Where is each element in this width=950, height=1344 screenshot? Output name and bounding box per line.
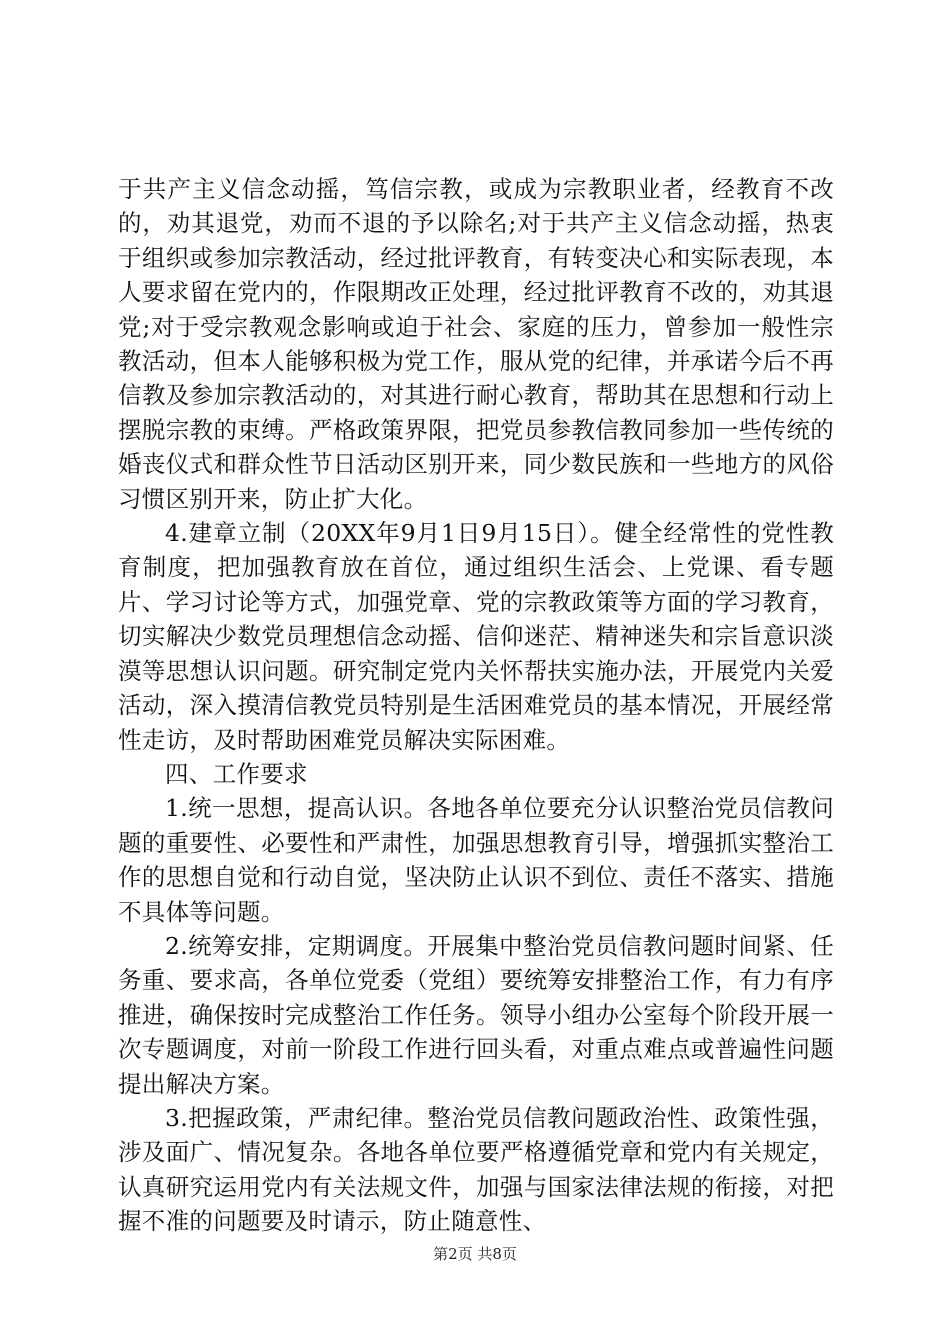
paragraph-requirement-1: 1.统一思想，提高认识。各地各单位要充分认识整治党员信教问题的重要性、必要性和严肃性，加强思想教育引导，增强抓实整治工作的思想自觉和行动自觉，坚决防止认识不到位、责任不落实、措施不具体等问题。 xyxy=(118,794,834,926)
paragraph-continuation: 于共产主义信念动摇，笃信宗教，或成为宗教职业者，经教育不改的，劝其退党，劝而不退的予以除名;对于共产主义信念动摇，热衷于组织或参加宗教活动，经过批评教育，有转变决心和实际表现，本人要求留在党内的，作限期改正处理，经过批评教育不改的，劝其退党;对于受宗教观念影响或迫于社会、家庭的压力，曾参加一般性宗教活动，但本人能够积极为党工作，服从党的纪律，并承诺今后不再信教及参加宗教活动的，对其进行耐心教育，帮助其在思想和行动上摆脱宗教的束缚。严格政策界限，把党员参教信教同参加一些传统的婚丧仪式和群众性节日活动区别开来，同少数民族和一些地方的风俗习惯区别开来，防止扩大化。 xyxy=(118,175,834,513)
paragraph-requirement-3: 3.把握政策，严肃纪律。整治党员信教问题政治性、政策性强，涉及面广、情况复杂。各地各单位要严格遵循党章和党内有关规定，认真研究运用党内有关法规文件，加强与国家法律法规的衔接，对把握不准的问题要及时请示，防止随意性、 xyxy=(118,1103,834,1236)
page-number-label: 第2页 共8页 xyxy=(433,1245,517,1263)
document-body xyxy=(118,172,834,1239)
section-heading-work-requirements: 四、工作要求 xyxy=(165,759,308,788)
paragraph-item-4: 4.建章立制（20XX年9月1日9月15日）。健全经常性的党性教育制度，把加强教育放在首位，通过组织生活会、上党课、看专题片、学习讨论等方式，加强党章、党的宗教政策等方面的学习教育，切实解决少数党员理想信念动摇、信仰迷茫、精神迷失和宗旨意识淡漠等思想认识问题。研究制定党内关怀帮扶实施办法，开展党内关爱活动，深入摸清信教党员特别是生活困难党员的基本情况，开展经常性走访，及时帮助困难党员解决实际困难。 xyxy=(118,519,834,754)
page-footer xyxy=(0,1244,950,1264)
paragraph-requirement-2: 2.统筹安排，定期调度。开展集中整治党员信教问题时间紧、任务重、要求高，各单位党委（党组）要统筹安排整治工作，有力有序推进，确保按时完成整治工作任务。领导小组办公室每个阶段开展一次专题调度，对前一阶段工作进行回头看，对重点难点或普遍性问题提出解决方案。 xyxy=(118,931,834,1098)
